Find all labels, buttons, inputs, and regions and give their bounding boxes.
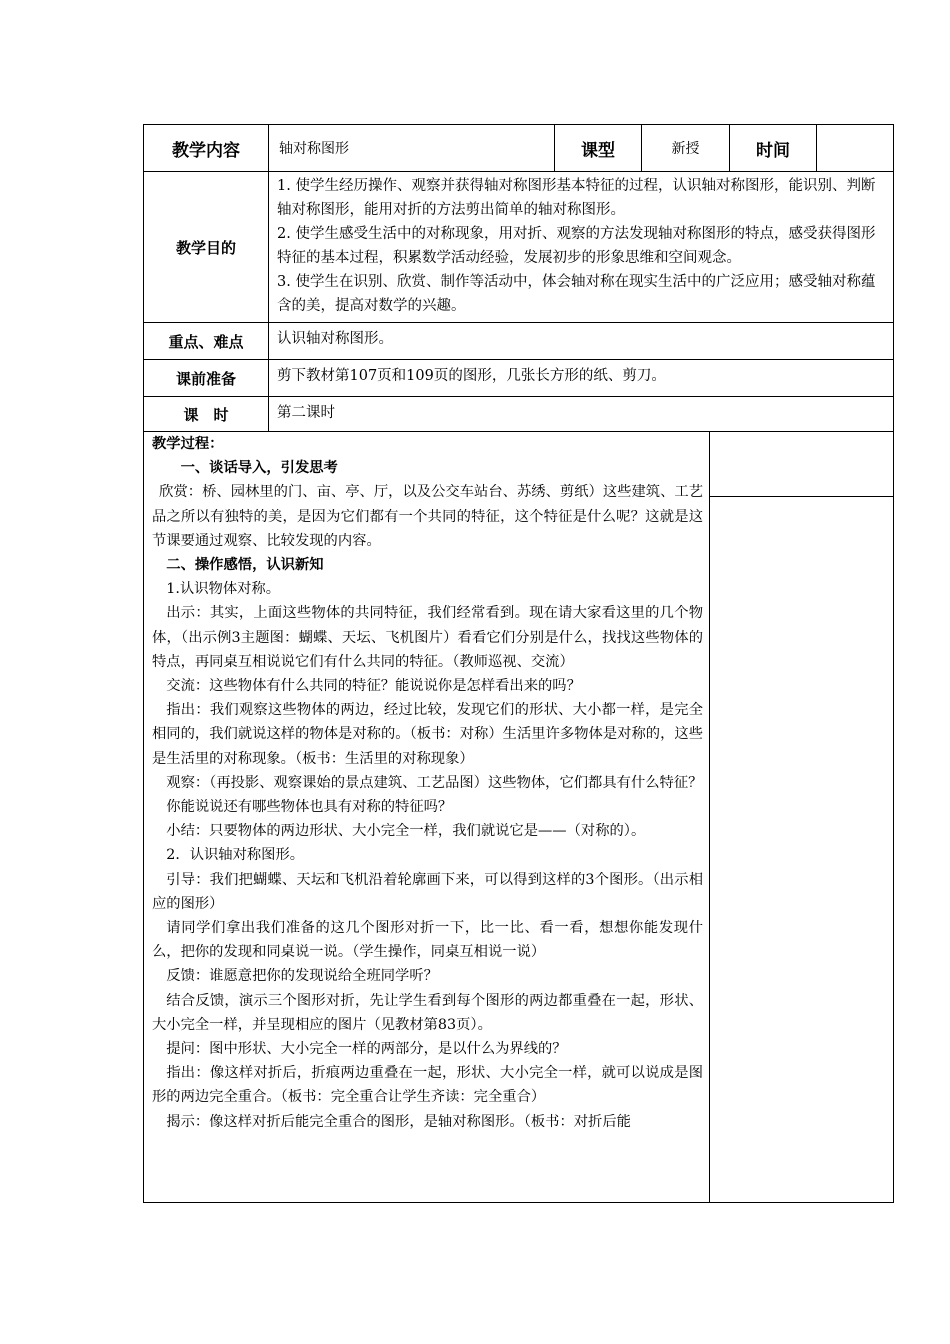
- paragraph: 结合反馈，演示三个图形对折，先让学生看到每个图形的两边都重叠在一起，形状、大小完全一样，并呈现相应的图片（见教材第83页）。: [152, 992, 703, 1033]
- goals-row: [144, 172, 894, 323]
- key-points-value: 认识轴对称图形。: [269, 323, 894, 360]
- type-value: 新授: [642, 125, 730, 172]
- section-heading: 一、谈话导入，引发思考: [180, 460, 338, 477]
- content-label: 教学内容: [144, 125, 269, 172]
- time-label: 时间: [730, 125, 817, 172]
- teaching-process: [144, 432, 710, 1202]
- notes-header-cell: [710, 432, 893, 497]
- paragraph: 小结：只要物体的两边形状、大小完全一样，我们就说它是——（对称的）。: [166, 823, 646, 840]
- lesson-plan-table: [143, 124, 894, 1203]
- period-label: 课 时: [144, 397, 269, 432]
- paragraph: 欣赏：桥、园林里的门、亩、亭、厅，以及公交车站台、苏绣、剪纸）这些建筑、工艺品之所以有独特的美，是因为它们都有一个共同的特征，这个特征是什么呢？这就是这节课要通过观察、比较发现的内容。: [152, 484, 703, 549]
- paragraph: 你能说说还有哪些物体也具有对称的特征吗？: [166, 799, 453, 816]
- goal-item: 2. 使学生感受生活中的对称现象，用对折、观察的方法发现轴对称图形的特点，感受获得图形特征的基本过程，积累数学活动经验，发展初步的形象思维和空间观念。: [277, 226, 876, 266]
- paragraph: 指出：像这样对折后，折痕两边重叠在一起，形状、大小完全一样，就可以说成是图形的两边完全重合。（板书：完全重合让学生齐读：完全重合）: [152, 1065, 703, 1106]
- notes-body-cell: [710, 497, 893, 1202]
- goal-item: 1. 使学生经历操作、观察并获得轴对称图形基本特征的过程，认识轴对称图形，能识别、判断轴对称图形，能用对折的方法剪出简单的轴对称图形。: [277, 178, 876, 218]
- paragraph: 交流：这些物体有什么共同的特征？能说说你是怎样看出来的吗？: [166, 678, 581, 695]
- subsection-heading: 2．认识轴对称图形。: [166, 847, 305, 864]
- key-points-label: 重点、难点: [144, 323, 269, 360]
- preparation-value: 剪下教材第107页和109页的图形，几张长方形的纸、剪刀。: [269, 360, 894, 397]
- paragraph: 揭示：像这样对折后能完全重合的图形，是轴对称图形。（板书：对折后能: [166, 1113, 631, 1130]
- notes-column: [710, 432, 893, 1202]
- process-title: 教学过程：: [152, 436, 224, 452]
- paragraph: 提问：图中形状、大小完全一样的两部分，是以什么为界线的？: [166, 1041, 567, 1058]
- time-value: [817, 125, 894, 172]
- goal-item: 3. 使学生在识别、欣赏、制作等活动中，体会轴对称在现实生活中的广泛应用；感受轴对称蕴含的美，提高对数学的兴趣。: [277, 274, 876, 314]
- paragraph: 引导：我们把蝴蝶、天坛和飞机沿着轮廓画下来，可以得到这样的3个图形。（出示相应的图形）: [152, 871, 703, 912]
- paragraph: 指出：我们观察这些物体的两边，经过比较，发现它们的形状、大小都一样，是完全相同的，我们就说这样的物体是对称的。（板书：对称）生活里许多物体是对称的，这些是生活里的对称现象。（板书：生活里的对称现象）: [152, 702, 703, 767]
- header-row: [144, 125, 894, 172]
- section-heading: 二、操作感悟，认识新知: [166, 557, 324, 574]
- content-value: 轴对称图形: [269, 125, 555, 172]
- key-points-row: [144, 323, 894, 360]
- paragraph: 出示：其实，上面这些物体的共同特征，我们经常看到。现在请大家看这里的几个物体，（出示例3主题图：蝴蝶、天坛、飞机图片）看看它们分别是什么，找找这些物体的特点，再同桌互相说说它们有什么共同的特征。（教师巡视、交流）: [152, 605, 703, 670]
- type-label: 课型: [555, 125, 642, 172]
- paragraph: 请同学们拿出我们准备的这几个图形对折一下，比一比、看一看，想想你能发现什么，把你的发现和同桌说一说。（学生操作，同桌互相说一说）: [152, 920, 703, 961]
- period-row: [144, 397, 894, 432]
- preparation-row: [144, 360, 894, 397]
- subsection-heading: 1.认识物体对称。: [166, 581, 281, 598]
- paragraph: 反馈：谁愿意把你的发现说给全班同学听？: [166, 968, 438, 985]
- period-value: 第二课时: [269, 397, 894, 432]
- preparation-label: 课前准备: [144, 360, 269, 397]
- goals-label: 教学目的: [144, 172, 269, 323]
- paragraph: 观察：（再投影、观察课始的景点建筑、工艺品图）这些物体，它们都具有什么特征？: [166, 774, 703, 791]
- process-row: [144, 432, 894, 1203]
- goals-list: [269, 172, 894, 323]
